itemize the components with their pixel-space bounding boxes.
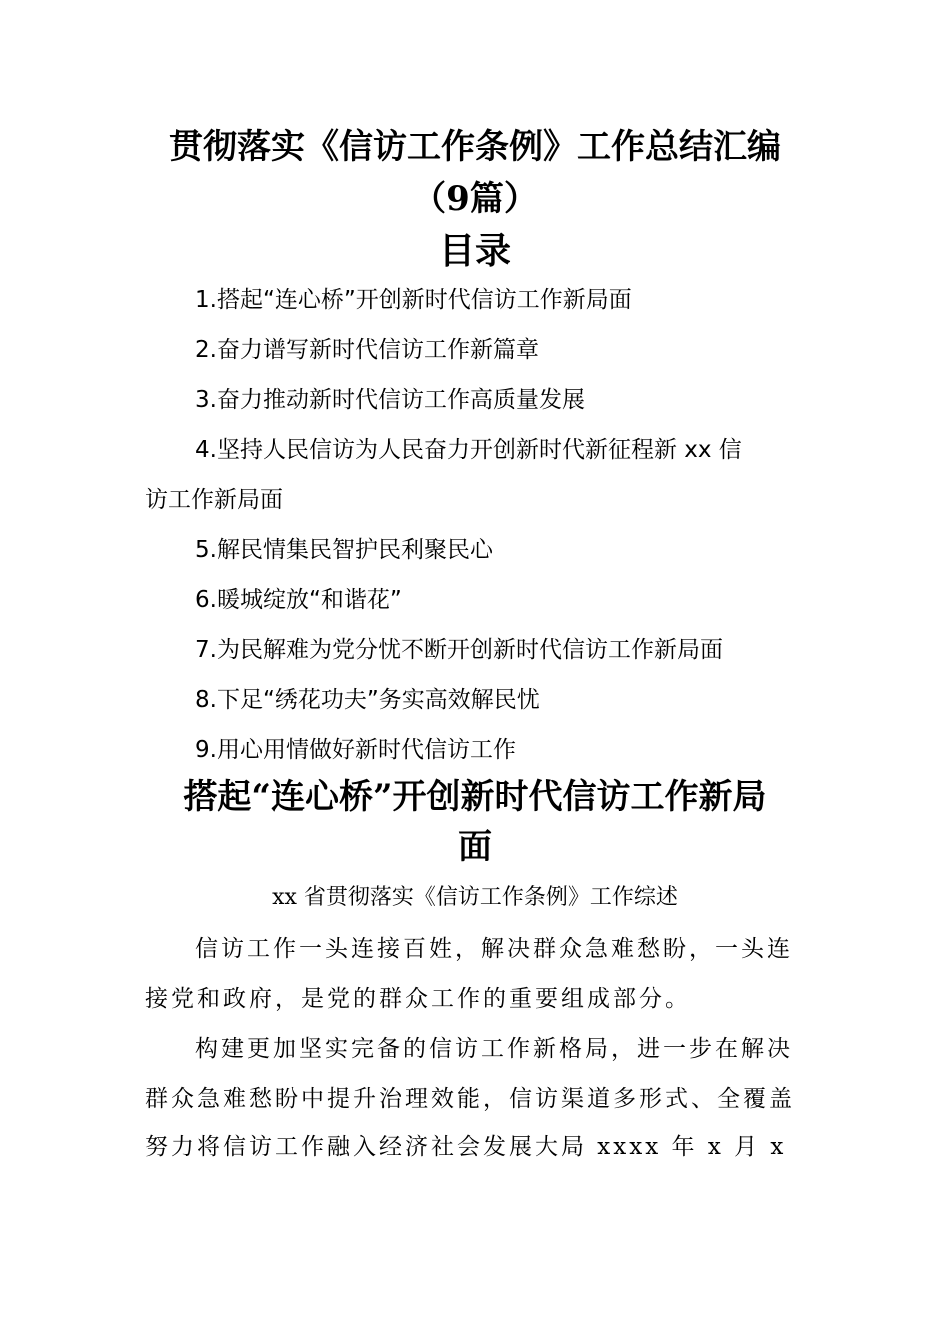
article-title-line2: 面 <box>458 827 492 867</box>
toc-item-6: 6.暖城绽放“和谐花” <box>195 587 402 613</box>
main-title-line2: （9篇） <box>412 179 538 219</box>
toc-item-3: 3.奋力推动新时代信访工作高质量发展 <box>195 387 585 413</box>
article-subtitle: xx 省贯彻落实《信访工作条例》工作综述 <box>272 885 678 910</box>
paragraph2-line2: 群众急难愁盼中提升治理效能，信访渠道多形式、全覆盖 <box>145 1086 795 1112</box>
paragraph2-line3: 努力将信访工作融入经济社会发展大局 xxxx 年 x 月 x <box>145 1134 787 1160</box>
toc-item-2: 2.奋力谱写新时代信访工作新篇章 <box>195 337 539 363</box>
toc-item-7: 7.为民解难为党分忧不断开创新时代信访工作新局面 <box>195 637 723 663</box>
article-title-line1: 搭起“连心桥”开创新时代信访工作新局 <box>183 777 767 817</box>
toc-item-5: 5.解民情集民智护民利聚民心 <box>195 537 493 563</box>
paragraph1-line2: 接党和政府，是党的群众工作的重要组成部分。 <box>145 986 691 1012</box>
toc-item-9: 9.用心用情做好新时代信访工作 <box>195 737 516 763</box>
main-title-line1: 贯彻落实《信访工作条例》工作总结汇编 <box>169 127 781 167</box>
paragraph1-line1: 信访工作一头连接百姓，解决群众急难愁盼，一头连 <box>195 936 793 962</box>
toc-item-8: 8.下足“绣花功夫”务实高效解民忧 <box>195 687 540 713</box>
toc-item-1: 1.搭起“连心桥”开创新时代信访工作新局面 <box>195 287 632 313</box>
toc-heading: 目录 <box>438 230 511 272</box>
paragraph2-line1: 构建更加坚实完备的信访工作新格局，进一步在解决 <box>195 1036 793 1062</box>
toc-item-4-continued: 访工作新局面 <box>145 487 283 513</box>
toc-item-4: 4.坚持人民信访为人民奋力开创新时代新征程新 xx 信 <box>195 437 742 463</box>
